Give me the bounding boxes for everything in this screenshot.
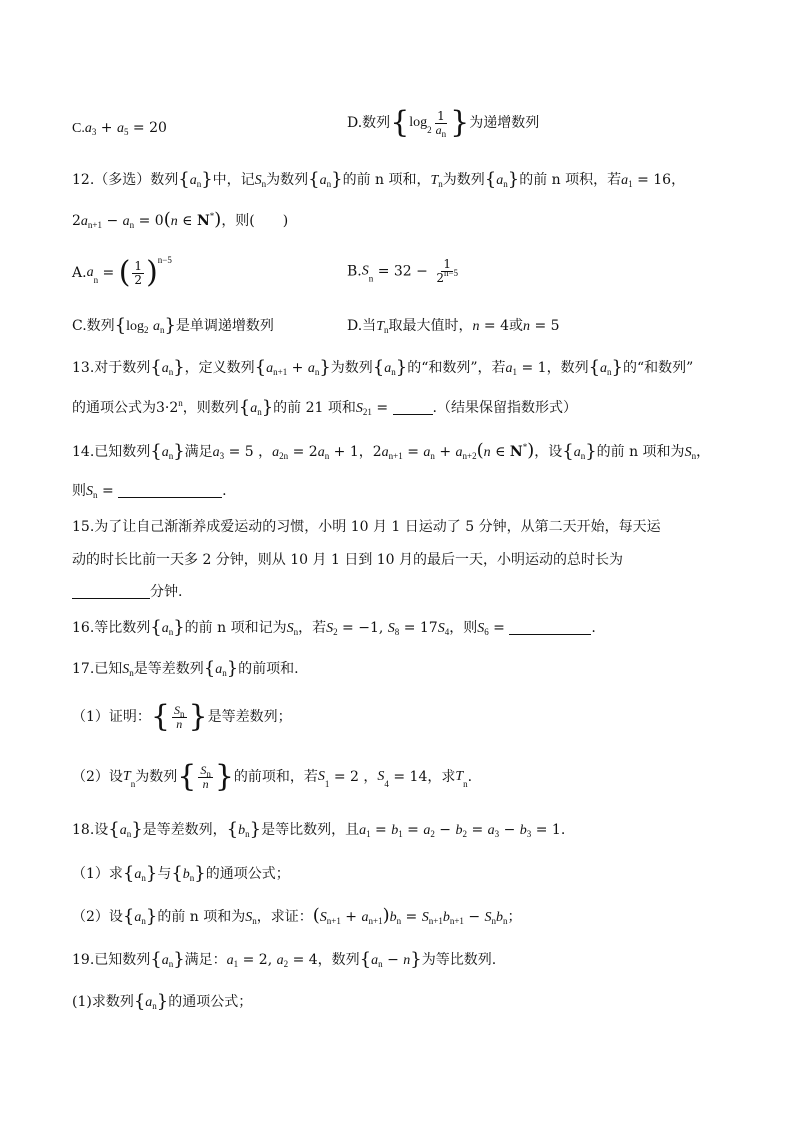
- q12-option-b: $B.S_n = 32$ − $\frac{1}{2^{n-5}}$: [347, 257, 459, 285]
- q15-line1: 15.为了让自己渐渐养成爱运动的习惯，小明 10 月 1 日运动了 5 分钟，从第二天开始，每天运: [72, 519, 661, 535]
- q19-part1: (1)求数列$\{a_n\}$的通项公式；: [72, 991, 253, 1012]
- q11-option-d: D.数列{$\log_2$ $\frac{1}{a_n}$ }为递增数列: [347, 105, 540, 140]
- q14-answer-blank[interactable]: [118, 483, 222, 498]
- q19-head: 19.已知数列$\{a_n\}$满足：$a_1 = 2$, $a_2 = 4$，数列$\{a_n - n\}$为等比数列.: [72, 949, 497, 970]
- q13-line2: 的通项公式为$3\cdot 2^n$，则数列$\{a_n\}$的前 21 项和$S_{21}$ = .（结果保留指数形式）: [72, 397, 577, 418]
- q14-line2: 则$S_n$ = .: [72, 483, 227, 500]
- q11-option-c: $C.a_3 + a_5 = 20$: [72, 120, 167, 137]
- q11-d-prefix: D.数列: [347, 115, 391, 131]
- q17-part1: （1）证明：{ $\frac{S_n}{n}$ }是等差数列；: [72, 699, 292, 734]
- q12-line2: $2a_{n+1} - a_n = 0(n$ ∈ N*)，则( ): [72, 209, 289, 230]
- q16-answer-blank[interactable]: [509, 620, 591, 635]
- q13-line1: 13.对于数列$\{a_n\}$，定义数列$\{a_{n+1} + a_n\}$为数列$\{a_n\}$的“和数列”，若$a_1 = 1$，数列$\{a_n\}$的“和数列”: [72, 357, 694, 378]
- q18-part2: （2）设$\{a_n\}$的前 n 项和为$S_n$，求证：$(S_{n+1} + a_{n+1})b_n = S_{n+1}b_{n+1} - S_nb_n$；: [72, 905, 522, 927]
- q11-d-suffix: 为递增数列: [469, 115, 540, 131]
- q15-line2: 动的时长比前一天多 2 分钟，则从 10 月 1 日到 10 月的最后一天，小明运动的总时长为: [72, 552, 624, 568]
- q17-part2: （2）设$T_n$为数列{ $\frac{S_n}{n}$ }的前项和，若$S_1 = 2$ ，$S_4 = 14$，求$T_n$.: [72, 759, 473, 794]
- q15-line3: 分钟.: [72, 582, 182, 602]
- q14-line1: 14.已知数列$\{a_n\}$满足$a_3 = 5$ ，$a_{2n} = 2a_n + 1$，$2a_{n+1} = a_n + a_{n+2}(n$ ∈ N*)，设$\{a_n\}$的前 n 项和为$S_n$，: [72, 440, 711, 462]
- q16-line: 16.等比数列$\{a_n\}$的前 n 项和记为$S_n$，若$S_2 = -1$, $S_8 = 17S_4$，则$S_6$ = .: [72, 617, 596, 638]
- q17-head: 17.已知$S_n$是等差数列$\{a_n\}$的前项和.: [72, 658, 299, 679]
- q12-option-a: $A.a_n$ = ( $\frac{1}{2}$ )$^{n-5}$: [72, 255, 172, 290]
- q15-answer-blank[interactable]: [72, 584, 150, 599]
- q12-option-d: D.当$T_n$取最大值时，n = 4或n = 5: [347, 318, 560, 335]
- q12-option-c: C.数列{$\log_2$ $a_n$}是单调递增数列: [72, 315, 274, 336]
- q18-head: 18.设$\{a_n\}$是等差数列，$\{b_n\}$是等比数列，且$a_1 = b_1 = a_2 - b_2 = a_3 - b_3 = 1$.: [72, 819, 566, 840]
- q18-part1: （1）求$\{a_n\}$与$\{b_n\}$的通项公式；: [72, 863, 290, 884]
- q12-line1: 12.（多选）数列$\{a_n\}$中，记$S_n$为数列$\{a_n\}$的前 n 项和，$T_n$为数列$\{a_n\}$的前 n 项积，若$a_1 = 16$，: [72, 169, 686, 190]
- q13-answer-blank[interactable]: [393, 400, 433, 415]
